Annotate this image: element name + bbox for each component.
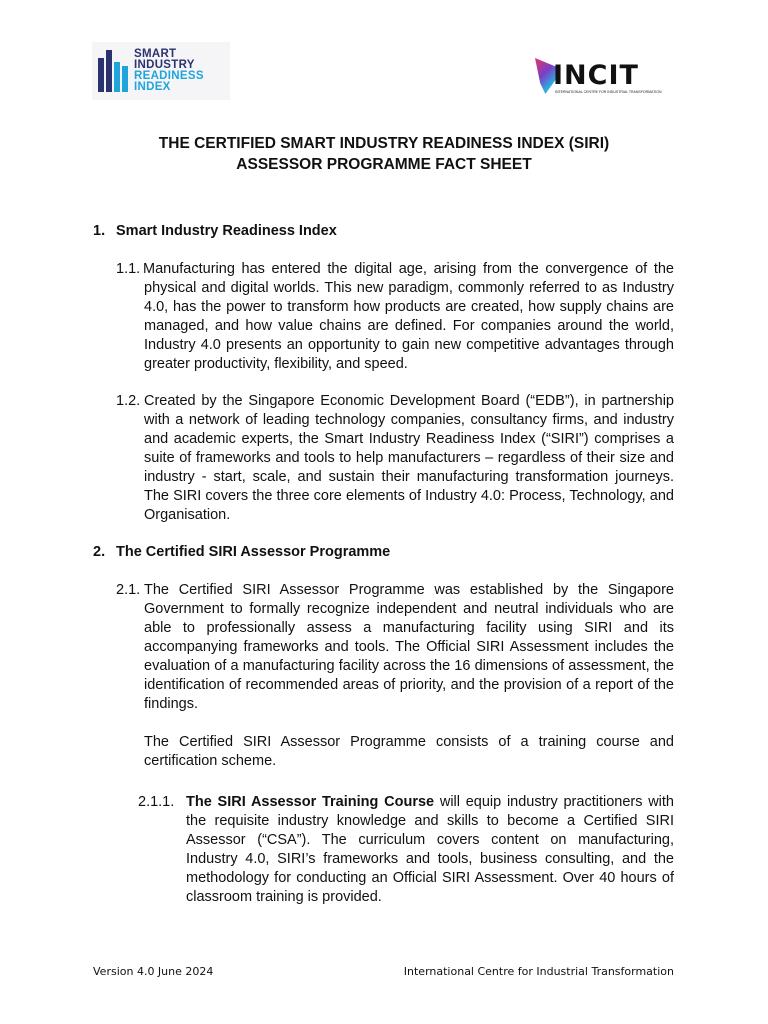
paragraph-text: will equip industry practitioners with the requisite industry knowledge and skills to become a Certified SIRI Assessor (“CSA”). The curriculum covers content on manufacturing, Industry 4.0, SIRI’s frameworks and tools, business consulting, and the methodology for conducting an Official SIRI Assessment. Over 40 hours of classroom training is provided. — [186, 794, 674, 905]
section-number: 1. — [93, 223, 106, 239]
footer-organisation: International Centre for Industrial Transformation — [403, 965, 674, 978]
bold-lead: The SIRI Assessor Training Course — [186, 794, 435, 810]
paragraph-number: 2.1. — [116, 582, 141, 598]
section-title: The Certified SIRI Assessor Programme — [116, 544, 391, 560]
paragraph-2-1: The Certified SIRI Assessor Programme was established by the Singapore Government to formally recognize independent and neutral individuals who are able to professionally assess a manufacturing facility using SIRI and its accompanying frameworks and tools. The Official SIRI Assessment includes the evaluation of a manufacturing facility across the 16 dimensions of assessment, the identification of recommended areas of priority, and the provision of a report of the findings. — [144, 582, 674, 712]
incit-logo-word: INCIT — [553, 60, 639, 91]
paragraph-1-2: Created by the Singapore Economic Development Board (“EDB”), in partnership with a network of leading technology companies, consultancy firms, and industry and academic experts, the Smart Industry Readiness Index (“SIRI”) comprises a suite of frameworks and tools to help manufacturers – regardless of their size and industry - start, scale, and sustain their manufacturing transformation journeys. The SIRI covers the three core elements of Industry 4.0: Process, Technology, and Organisation. — [144, 393, 674, 523]
footer-version: Version 4.0 June 2024 — [93, 965, 214, 978]
incit-logo — [535, 58, 670, 98]
section-heading-1 — [93, 222, 337, 241]
siri-logo-line: INDEX — [134, 81, 171, 93]
siri-logo-line: SMART — [134, 48, 177, 60]
section-title: Smart Industry Readiness Index — [116, 223, 337, 239]
siri-logo-line: READINESS — [134, 70, 204, 82]
siri-logo-line: INDUSTRY — [134, 59, 195, 71]
incit-logo-subtitle: INTERNATIONAL CENTRE FOR INDUSTRIAL TRANSFORMATION — [555, 90, 662, 94]
paragraph-number: 1.2. — [116, 393, 141, 409]
paragraph-1-1: Manufacturing has entered the digital age, arising from the convergence of the physical and digital worlds. This new paradigm, commonly referred to as Industry 4.0, has the power to transform how products are created, how supply chains are managed, and how value chains are defined. For companies around the world, Industry 4.0 presents an opportunity to gain new competitive advantages through greater productivity, flexibility, and speed. — [143, 261, 674, 372]
paragraph-number: 2.1.1. — [138, 794, 175, 810]
title-line-1: THE CERTIFIED SMART INDUSTRY READINESS INDEX (SIRI) — [158, 135, 610, 152]
paragraph-2-1-1 — [186, 793, 674, 907]
section-number: 2. — [93, 544, 106, 560]
title-line-2: ASSESSOR PROGRAMME FACT SHEET — [236, 156, 532, 173]
page-title — [0, 133, 768, 175]
section-heading-2 — [93, 543, 390, 562]
siri-logo-bars-icon — [98, 50, 128, 92]
siri-logo — [92, 42, 230, 100]
paragraph-2-1-continued: The Certified SIRI Assessor Programme consists of a training course and certification scheme. — [144, 734, 674, 769]
paragraph-number: 1.1. — [116, 261, 141, 277]
